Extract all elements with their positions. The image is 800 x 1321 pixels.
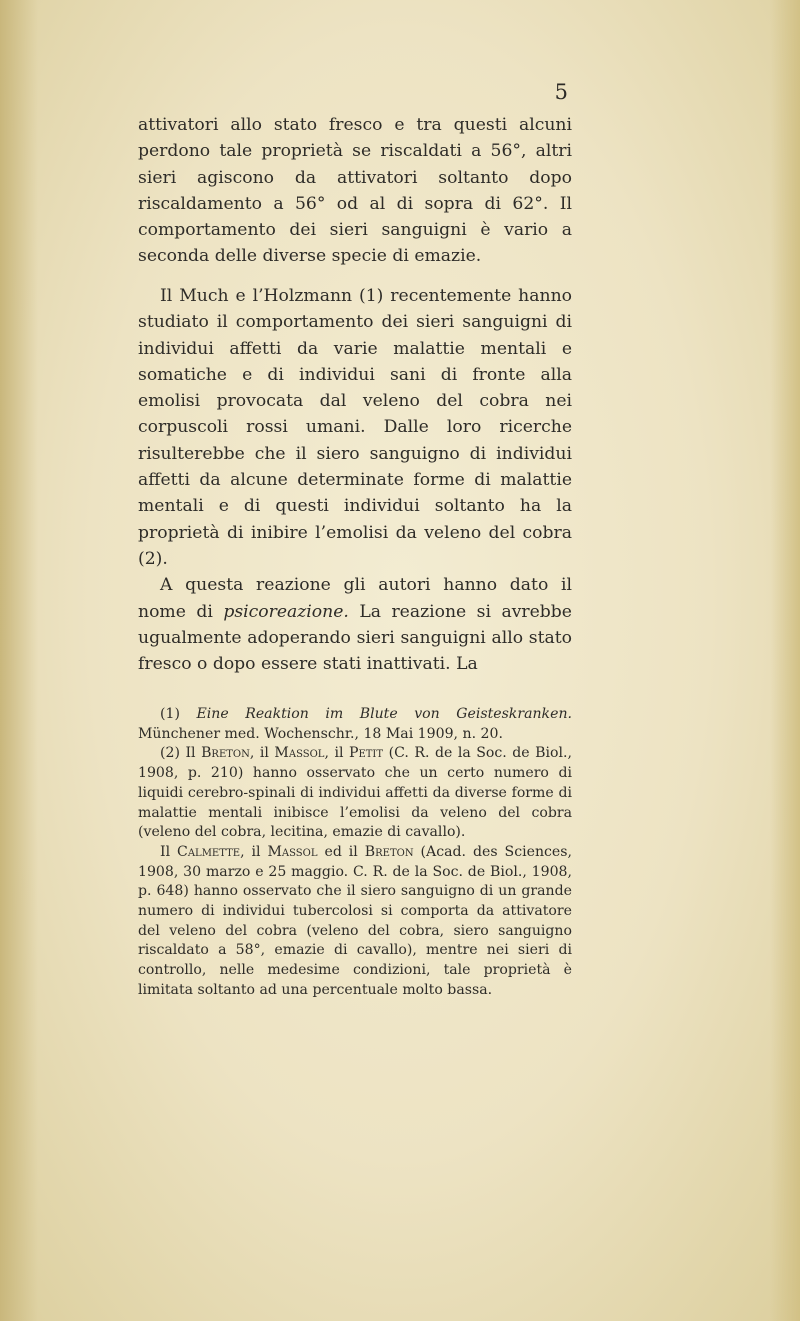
footnote-2-text-c: , il	[324, 745, 349, 762]
paragraph-3	[138, 572, 572, 677]
footnote-3-text-a: Il	[160, 843, 178, 860]
page-shadow-left	[0, 0, 38, 1321]
footnote-1-source: Münchener med. Wochenschr., 18 Mai 1909, n. 20.	[138, 725, 503, 742]
footnote-1	[138, 705, 572, 744]
footnotes	[138, 705, 572, 1001]
paragraph-1: attivatori allo stato fresco e tra questi alcuni perdono tale proprietà se riscaldati a 56°, altri sieri agiscono da attivatori soltanto dopo riscaldamento a 56° od al di sopra di 62°. Il comportamento dei sieri sanguigni è vario a seconda delle diverse specie di emazie.	[138, 115, 572, 267]
author-petit: Petit	[348, 745, 384, 762]
footnote-2-text-a: (2) Il	[160, 745, 202, 762]
author-massol-2: Massol	[267, 843, 318, 860]
paragraph-2: Il Much e l’Holzmann (1) recentemente hanno studiato il comportamento dei sieri sanguigni di individui affetti da varie malattie mentali e somatiche e di individui sani di fronte alla emolisi provocata dal veleno del cobra nei corpuscoli rossi umani. Dalle loro ricerche risulterebbe che il siero sanguigno di individui affetti da alcune determinate forme di malattie mentali e di questi individui soltanto ha la proprietà di inibire l’emolisi da veleno del cobra (2).	[138, 286, 572, 569]
footnote-3-text-b: , il	[240, 843, 268, 860]
page-number: 5	[554, 80, 568, 104]
footnote-3	[138, 843, 572, 1001]
footnote-2	[138, 744, 572, 843]
footnote-2-text-b: , il	[249, 745, 275, 762]
footnote-1-title: Eine Reaktion im Blute von Geisteskranken.	[196, 706, 572, 722]
term-psicoreazione: psicoreazione.	[223, 601, 349, 622]
author-calmette: Calmette	[177, 843, 241, 860]
footnote-3-text-d: (Acad. des Sciences, 1908, 30 marzo e 25 maggio. C. R. de la Soc. de Biol., 1908, p. 648) hanno osservato che il siero sanguigno di un grande numero di individui tubercolosi si comporta da attivatore del veleno del cobra (veleno del cobra, siero sanguigno riscaldato a 58°, emazie di cavallo), mentre nei sieri di controllo, nelle medesime condizioni, tale proprietà è limitata soltanto ad una percentuale molto bassa.	[138, 843, 572, 998]
paragraph-continuation	[138, 112, 572, 270]
paragraph-3-end: La reazione si avrebbe ugualmente adoperando sieri sanguigni allo stato fresco o dopo essere stati inattivati. La	[138, 601, 572, 675]
footnote-2-text-d: (C. R. de la Soc. de Biol., 1908, p. 210) hanno osservato che un certo numero di liquidi cerebro-spinali di individui affetti da diverse forme di malattie mentali inibisce l’emolisi da veleno del cobra (veleno del cobra, lecitina, emazie di cavallo).	[138, 745, 572, 841]
page-shadow-right	[770, 0, 800, 1321]
author-massol: Massol	[274, 745, 325, 762]
author-breton: Breton	[201, 745, 250, 762]
footnote-3-text-c: ed il	[317, 843, 365, 860]
footnote-1-number: (1)	[160, 706, 197, 722]
paragraph-3-start: A questa reazione gli autori hanno dato il nome di	[138, 575, 572, 622]
author-breton-2: Breton	[364, 843, 414, 860]
main-text-block	[138, 283, 572, 677]
